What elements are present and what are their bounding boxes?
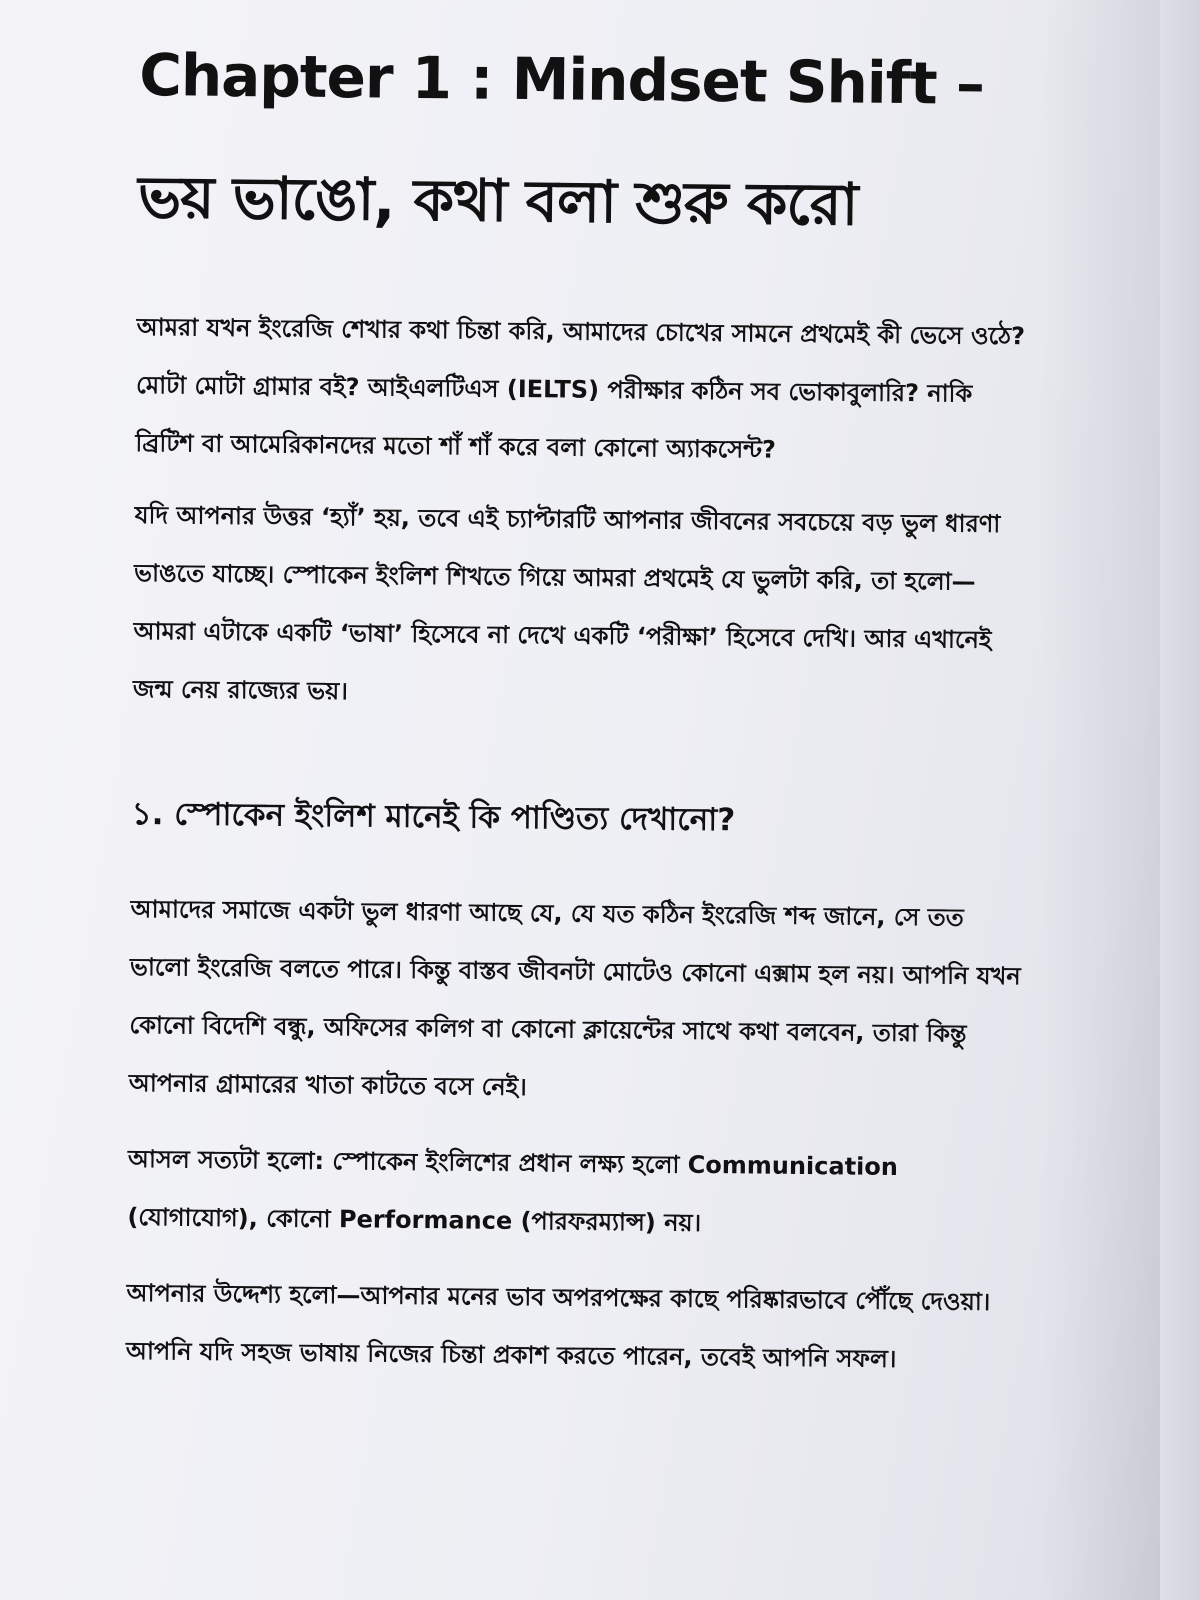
answer-paragraph: যদি আপনার উত্তর ‘হ্যাঁ’ হয়, তবে এই চ্যাপ্টারটি আপনার জীবনের সবচেয়ে বড় ভুল ধারণা ভাঙতে যাচ্ছে। স্পোকেন ইংলিশ শিখতে গিয়ে আমরা প্রথমেই যে ভুলটা করি, তা হলো—আমরা এটাকে একটি ‘ভাষা’ হিসেবে না দেখে একটি ‘পরীক্ষা’ হিসেবে দেখি। আর এখানেই জন্ম নেয় রাজ্যের ভয়। [132,500,1001,706]
section-paragraph-3: আপনার উদ্দেশ্য হলো—আপনার মনের ভাব অপরপক্ষের কাছে পরিষ্কারভাবে পৌঁছে দেওয়া। আপনি যদি সহজ ভাষায় নিজের চিন্তা প্রকাশ করতে পারেন, তবেই আপনি সফল। [125,1278,991,1373]
page-curvature-shadow [1040,0,1160,1600]
intro-paragraph: আমরা যখন ইংরেজি শেখার কথা চিন্তা করি, আমাদের চোখের সামনে প্রথমেই কী ভেসে ওঠে? মোটা মোটা গ্রামার বই? আইএলটিএস (IELTS) পরীক্ষার কঠিন সব ভোকাবুলারি? নাকি ব্রিটিশ বা আমেরিকানদের মতো শাঁ শাঁ করে বলা কোনো অ্যাকসেন্ট? [135,312,1026,464]
section-heading: ১. স্পোকেন ইংলিশ মানেই কি পাণ্ডিত্য দেখানো? [131,795,736,839]
section-paragraph-2: আসল সত্যটা হলো: স্পোকেন ইংলিশের প্রধান লক্ষ্য হলো Communication (যোগাযোগ), কোনো Performance (পারফরম্যান্স) নয়। [127,1144,899,1237]
chapter-title: Chapter 1 : Mindset Shift – ভয় ভাঙো, কথা বলা শুরু করো [137,40,985,239]
section-paragraph-1: আমাদের সমাজে একটা ভুল ধারণা আছে যে, যে যত কঠিন ইংরেজি শব্দ জানে, সে তত ভালো ইংরেজি বলতে পারে। কিন্তু বাস্তব জীবনটা মোটেও কোনো এক্সাম হল নয়। আপনি যখন কোনো বিদেশি বন্ধু, অফিসের কলিগ বা কোনো ক্লায়েন্টের সাথে কথা বলবেন, তারা কিন্তু আপনার গ্রামারের খাতা কাটতে বসে নেই। [128,894,1021,1102]
page-content [126,14,1040,1389]
